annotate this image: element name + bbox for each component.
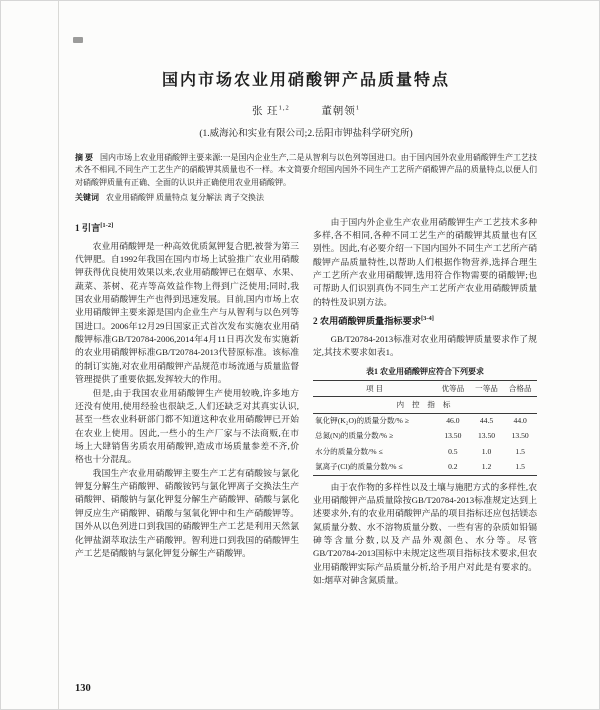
left-paragraph-2: 但是,由于我国农业用硝酸钾生产使用较晚,许多地方还没有使用,使用经验也很缺乏,人们还缺乏对其真实认识,甚至一些农业科研部门都不知道这种农业用硝酸钾已开始在农业上使用。因此,一些小的生产厂家与不法商贩,在市场上大肆销售劣质农用硝酸钾,造成市场质量参差不齐,价格也十分混乱。 xyxy=(75,387,299,465)
section-2-title: 2 农用硝酸钾质量指标要求 xyxy=(313,316,421,327)
row-n-qualified: 13.50 xyxy=(511,431,529,441)
table-span-label: 内 控 指 标 xyxy=(313,397,537,413)
table-caption: 表1 农业用硝酸钾应符合下列要求 xyxy=(366,366,484,376)
abstract-label: 摘 要 xyxy=(75,153,94,162)
left-paragraph-3: 我国生产农业用硝酸钾主要生产工艺有硝酸铵与氯化钾复分解生产硝酸钾、硝酸铵钙与氯化钾离子交换法生产硝酸钾、硝酸钠与氯化钾复分解生产硝酸钾、硝酸与氯化钾反应生产硝酸钾、硝酸与氢氧化钾中和生产硝酸钾等。国外从以色列进口到我国的硝酸钾生产工艺是利用天然氯化钾盐湖萃取法生产硝酸钾。智利进口到我国的硝酸钾生产工艺是硝酸钠与氯化钾复分解生产硝酸钾。 xyxy=(75,467,299,558)
row-label-water: 水分的质量分数/% ≤ xyxy=(315,446,383,456)
keywords-text: 农业用硝酸钾 质量特点 复分解法 离子交换法 xyxy=(106,193,264,203)
section-2-ref: [3-4] xyxy=(420,315,434,323)
abstract-block xyxy=(75,152,537,189)
left-paragraph-1: 农业用硝酸钾是一种高效优质氮钾复合肥,被誉为第三代钾肥。自1992年我国在国内市场上试验推广农业用硝酸钾获得优良使用效果以来,农业用硝酸钾已在烟草、水果、蔬菜、茶树、花卉等高效益作物上得到广泛使用;同时,我国农业用硝酸钾生产也得到迅速发展。目前,国内市场上农业用硝酸钾主要来源是国内企业生产与从智利与以色列等国进口。2006年12月29日国家正式首次发布实施农业用硝酸钾标准GB/T20784-2006,2014年4月11日再次发布实施新的农业用硝酸钾标准GB/T20784-2013代替原标准。该标准的制订实施,对农业用硝酸钾产品规范市场流通与质量监督管理提供了重要依据,发挥较大的作用。 xyxy=(75,240,299,385)
right-column xyxy=(313,216,537,588)
author-2-name: 董朝领 xyxy=(321,106,356,117)
row-label-k2o: 氧化钾(K₂O)的质量分数/% ≥ xyxy=(315,416,409,425)
paper-title: 国内市场农业用硝酸钾产品质量特点 xyxy=(161,72,450,89)
table-header-row xyxy=(313,381,537,397)
affiliation-line: (1.威海沁和实业有限公司;2.岳阳市钾盐科学研究所) xyxy=(199,129,413,139)
table-header-first: 一等品 xyxy=(470,381,504,397)
scan-artifact xyxy=(73,37,83,43)
right-paragraph-2: GB/T20784-2013标准对农业用硝酸钾质量要求作了规定,其技术要求如表1。 xyxy=(313,334,537,358)
spec-table xyxy=(313,380,537,476)
right-paragraph-1: 由于国内外企业生产农业用硝酸钾生产工艺技术多种多样,各不相同,各种不同工艺生产的硝酸钾其质量也有区别性。因此,有必要介绍一下国内国外不同生产工艺所产硝酸钾产品质量特性,以帮助人们根据作物营养,选择合理生产工艺所产农业用硝酸钾,选用符合作物需要的硝酸钾;也可帮助人们识别真伪不同生产工艺所产农业用硝酸钾质量的特性及识别方法。 xyxy=(313,216,537,307)
section-1-ref: [1-2] xyxy=(100,221,114,229)
row-water-first: 1.0 xyxy=(481,446,492,456)
page-content xyxy=(75,67,537,587)
section-1-heading xyxy=(75,221,299,236)
table-row xyxy=(313,413,537,429)
row-label-cl: 氯离子(Cl)的质量分数/% ≤ xyxy=(315,461,403,471)
table-header-item: 项 目 xyxy=(313,381,436,397)
table-header-premium: 优等品 xyxy=(436,381,470,397)
author-2-sup: 1 xyxy=(355,104,361,112)
row-cl-qualified: 1.5 xyxy=(515,461,525,471)
left-column xyxy=(75,216,299,588)
author-1 xyxy=(252,106,290,117)
row-k2o-first: 44.5 xyxy=(479,416,494,425)
authors-line xyxy=(75,103,537,118)
table-row xyxy=(313,429,537,444)
table-row xyxy=(313,444,537,459)
row-cl-first: 1.2 xyxy=(481,461,492,471)
row-water-qualified: 1.5 xyxy=(515,446,525,456)
section-1-title: 1 引言 xyxy=(75,222,101,233)
scan-binding-line xyxy=(58,1,59,709)
keywords-label: 关键词 xyxy=(75,193,99,203)
row-water-premium: 0.5 xyxy=(448,446,458,456)
row-n-premium: 13.50 xyxy=(444,431,462,441)
row-k2o-premium: 46.0 xyxy=(446,416,460,425)
row-label-n: 总氮(N)的质量分数/% ≥ xyxy=(315,431,394,441)
page-number: 130 xyxy=(75,683,91,694)
table-header-qualified: 合格品 xyxy=(503,381,537,397)
row-cl-premium: 0.2 xyxy=(448,461,458,471)
two-column-body xyxy=(75,216,537,588)
keywords-block xyxy=(75,192,537,204)
row-n-first: 13.50 xyxy=(477,431,496,441)
row-k2o-qualified: 44.0 xyxy=(513,416,527,425)
table-span-row xyxy=(313,397,537,413)
author-2 xyxy=(321,106,360,117)
author-1-sup: 1,2 xyxy=(278,104,290,112)
abstract-text: 国内市场上农业用硝酸钾主要来源:一是国内企业生产,二是从智利与以色列等国进口。由于国内国外农业用硝酸钾生产工艺技术各不相同,不同生产工艺生产的硝酸钾其质量也不一样。本文简要介绍国内国外不同生产工艺所产硝酸钾产品的质量特点,以便人们对硝酸钾质量有正确、全面的认识并正确使用农业用硝酸钾。 xyxy=(75,153,538,187)
right-paragraph-3: 由于农作物的多样性以及土壤与施肥方式的多样性,农业用硝酸钾产品质量除按GB/T20784-2013标准规定达到上述要求外,有的农业用硝酸钾产品的项目指标还应包括镁态氮质量分数、水不溶物质量分数、一些有害的杂质如铅镉砷等含量分数,以及产品外观颜色、水分等。尽管GB/T20784-2013国标中未规定这些项目指标技术要求,但农业用硝酸钾实际产品质量分析,给予用户对此是有要求的。如:烟草对砷含氮质量。 xyxy=(313,481,537,586)
table-row xyxy=(313,459,537,475)
author-1-name: 张 玨 xyxy=(251,106,279,117)
section-2-heading xyxy=(313,314,537,329)
